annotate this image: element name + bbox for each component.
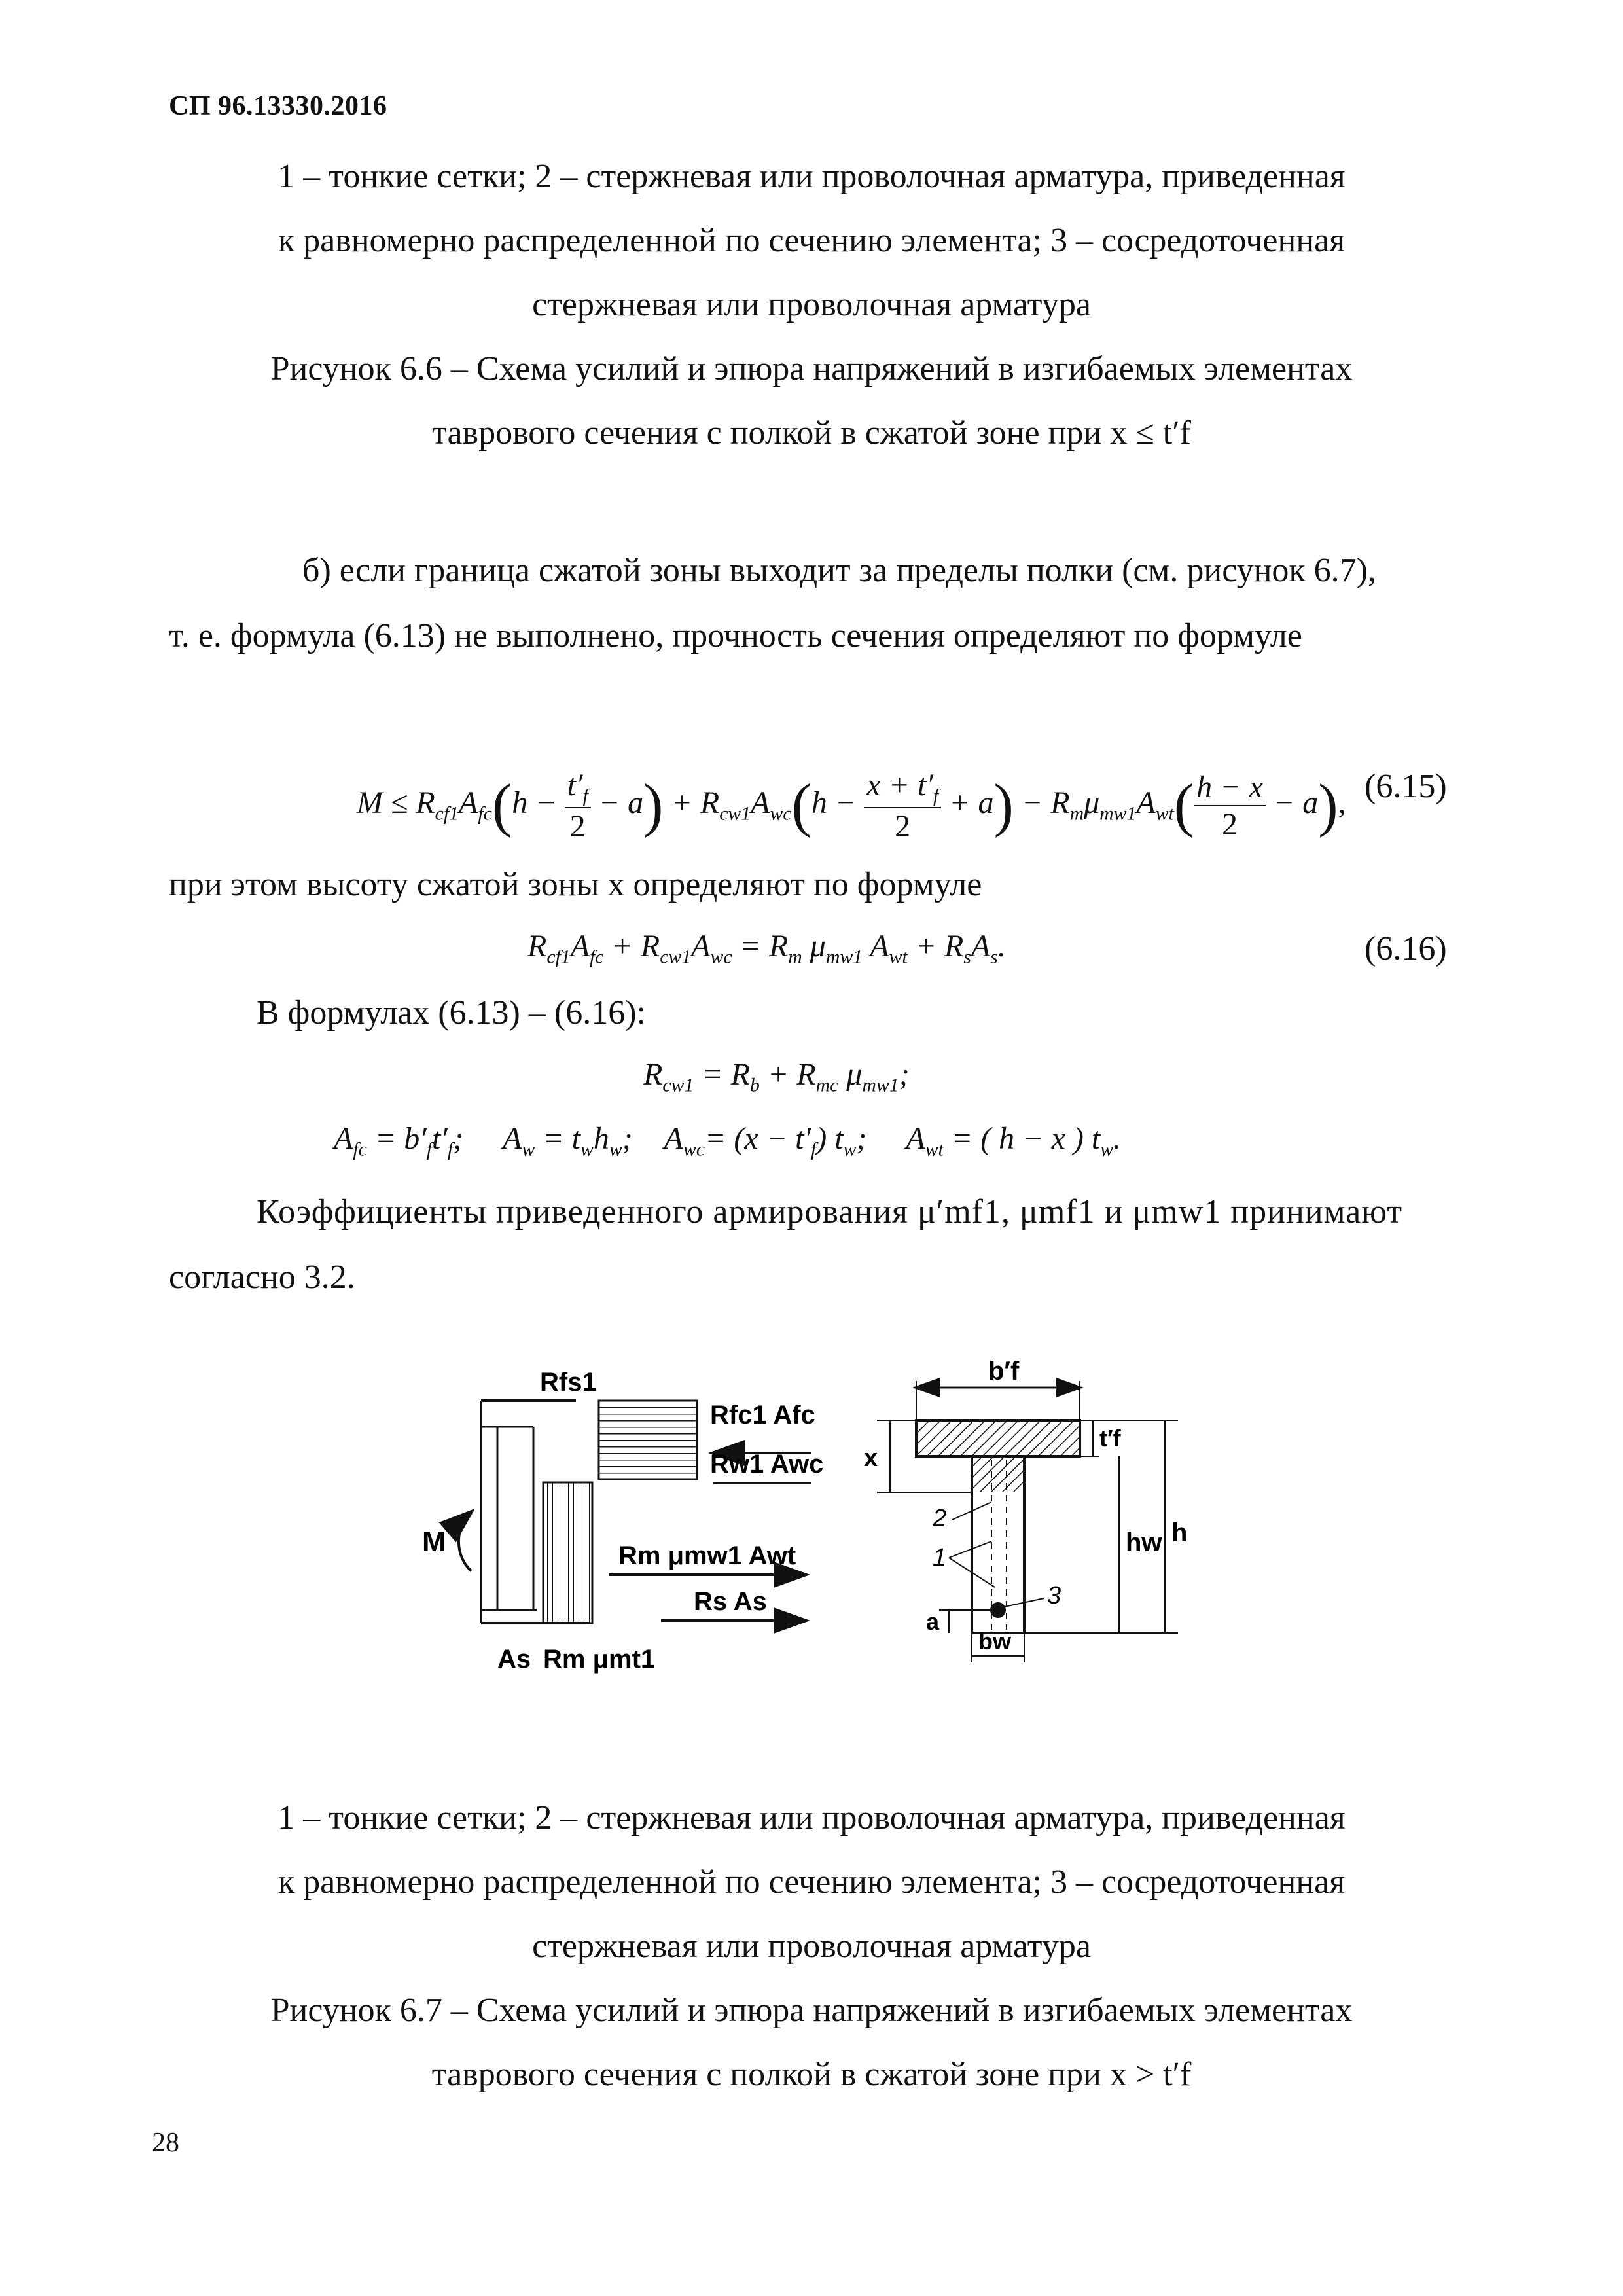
formula-6-15-number: (6.15) <box>1364 768 1447 805</box>
paragraph-b-line1: б) если граница сжатой зоны выходит за пределы полки (см. рисунок 6.7), <box>302 552 1376 589</box>
formula-6-16-number: (6.16) <box>1364 930 1447 967</box>
label-rw1-awc: Rw1 Awc <box>710 1450 824 1479</box>
label-rm-mu-mt1: Rm μmt1 <box>543 1645 656 1674</box>
label-bf: b′f <box>988 1357 1020 1386</box>
formula-6-15: $M \le R_{cf1}A_{fc}(h$ − $\frac{t'_f}{2}$ − $a) + R_{cw1}A_{wc}(h$ − $\frac{x + t'_f}{2}$ + $a) - R_m\mu_{mw1}A_{wt}$( $\frac{h - x}{2}$ − a), <box>357 768 1346 844</box>
label-bw: bw <box>978 1628 1011 1655</box>
fig66-legend-line1: 1 – тонкие сетки; 2 – стержневая или проволочная арматура, приведенная <box>277 158 1346 195</box>
formula-6-16: $R_{cf1}A_{fc} + R_{cw1}A_{wc} = R_m$ $\mu_{mw1}$ $A_{wt} + R_sA_s$. <box>527 929 1006 968</box>
fig66-title-line1: Рисунок 6.6 – Схема усилий и эпюра напряжений в изгибаемых элементах <box>270 350 1353 387</box>
label-rfs1: Rfs1 <box>540 1368 597 1397</box>
text-height-x: при этом высоту сжатой зоны x определяют по формуле <box>169 866 982 903</box>
fig67-title-line2: таврового сечения с полкой в сжатой зоне при x > t′f <box>431 2056 1192 2093</box>
label-m: M <box>422 1526 446 1558</box>
page-number: 28 <box>152 2128 179 2158</box>
label-rs-as: Rs As <box>694 1587 767 1616</box>
paragraph-b-line2: т. е. формула (6.13) не выполнено, прочность сечения определяют по формуле <box>169 617 1302 655</box>
label-hw: hw <box>1126 1528 1162 1557</box>
label-tf: t′f <box>1099 1425 1121 1452</box>
stress-diagram <box>422 1368 823 1674</box>
label-rm-mu-awt: Rm μmw1 Awt <box>618 1541 796 1570</box>
formula-areas: $A_{fc} = b'_ft'_f$; $A_w = t_wh_w$; $A_{wc}= (x - t'_f)$ $t_w$; $A_{wt}$ = ( h − x ) $t_w$. <box>334 1121 1122 1160</box>
fig67-legend-line2: к равномерно распределенной по сечению элемента; 3 – сосредоточенная <box>277 1863 1346 1901</box>
fig66-legend-line2: к равномерно распределенной по сечению элемента; 3 – сосредоточенная <box>277 222 1346 259</box>
t-section <box>864 1357 1187 1662</box>
label-rfc1-afc: Rfc1 Afc <box>710 1401 815 1429</box>
label-as: As <box>497 1645 531 1674</box>
label-num-2: 2 <box>933 1505 947 1532</box>
fig67-legend-line3: стержневая или проволочная арматура <box>532 1928 1091 1965</box>
coefficients-line1: Коэффициенты приведенного армирования μ′mf1, μmf1 и μmw1 принимают <box>257 1193 1403 1230</box>
in-formulas-text: В формулах (6.13) – (6.16): <box>257 994 646 1031</box>
fig66-title-line2: таврового сечения с полкой в сжатой зоне при x ≤ t′f <box>432 414 1191 452</box>
coefficients-line2: согласно 3.2. <box>169 1259 355 1296</box>
document-header-code: СП 96.13330.2016 <box>169 91 387 121</box>
label-x: x <box>864 1444 878 1472</box>
label-num-3: 3 <box>1047 1582 1061 1609</box>
label-h: h <box>1171 1518 1188 1547</box>
label-a: a <box>926 1608 940 1635</box>
fig67-title-line1: Рисунок 6.7 – Схема усилий и эпюра напряжений в изгибаемых элементах <box>270 1992 1353 2029</box>
figure-6-7 <box>406 1355 1257 1695</box>
fig66-legend-line3: стержневая или проволочная арматура <box>532 286 1091 323</box>
fig67-legend-line1: 1 – тонкие сетки; 2 – стержневая или проволочная арматура, приведенная <box>277 1799 1346 1837</box>
label-num-1: 1 <box>933 1544 947 1571</box>
formula-rcw1: $R_{cw1} = R_b + R_{mc}$ $\mu_{mw1}$; <box>643 1057 910 1096</box>
